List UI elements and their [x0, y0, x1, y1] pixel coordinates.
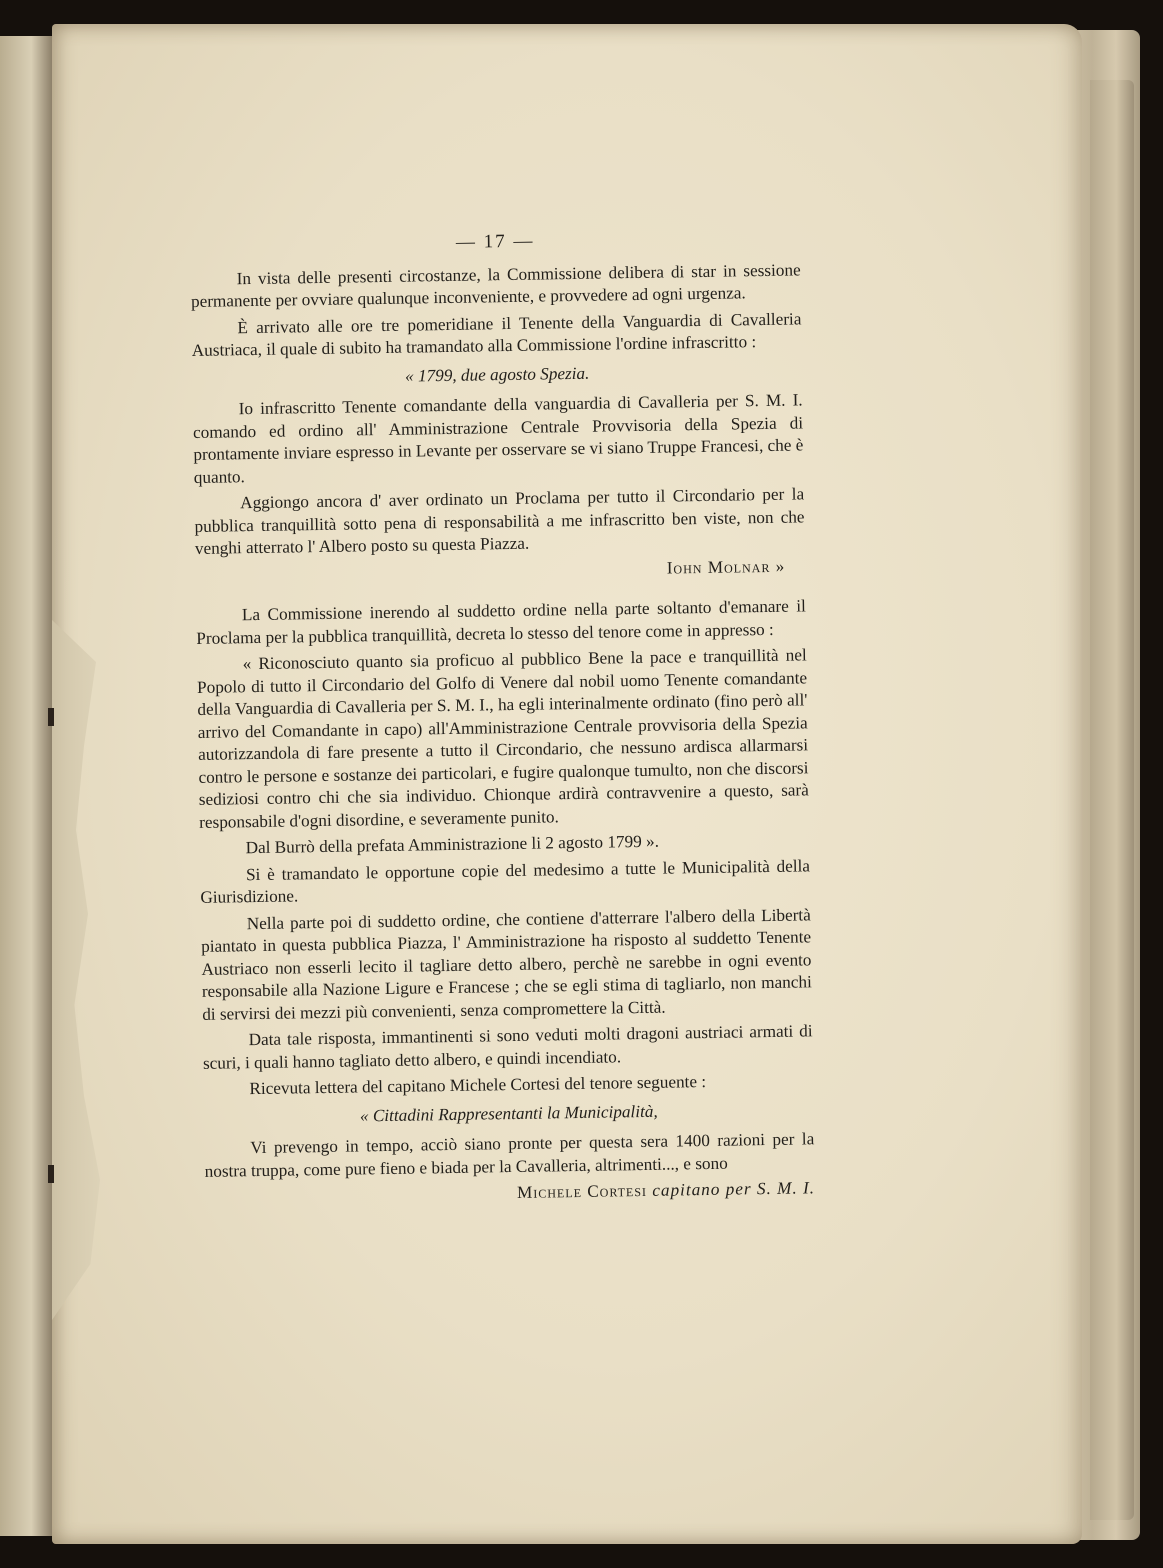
signature-title: capitano per S. M. I. [652, 1178, 816, 1200]
paragraph: Ricevuta lettera del capitano Michele Cortesi del tenore seguente : [249, 1071, 707, 1099]
salutation: « Cittadini Rappresentanti la Municipalità, [359, 1101, 658, 1125]
paragraph: È arrivato alle ore tre pomeridiane il Tenente della Vanguardia di Cavalleria Austriaca, il quale di subito ha tramandato alla Commissione l'ordine infrascritto : [191, 308, 802, 360]
page-text [190, 226, 815, 1209]
signature-name: Michele Cortesi [516, 1180, 653, 1202]
paragraph: Data tale risposta, immantinenti si sono veduti molti dragoni austriaci armati di scuri, i quali hanno tagliato detto albero, e quindi incendiato. [202, 1021, 813, 1073]
paragraph: Vi prevengo in tempo, acciò siano pronte per questa sera 1400 razioni per la nostra truppa, come pure fieno e biada per la Cavalleria, altrimenti..., e sono [204, 1129, 815, 1181]
paragraph: Dal Burrò della prefata Amministrazione li 2 agosto 1799 ». [245, 831, 660, 858]
closing-signature [517, 1177, 815, 1204]
binding-mark [48, 708, 54, 726]
left-page-edge [0, 36, 54, 1536]
paragraph: Si è tramandato le opportune copie del medesimo a tutte le Municipalità della Giurisdizione. [200, 855, 811, 907]
page-number: — 17 — [455, 230, 535, 253]
paragraph: In vista delle presenti circostanze, la Commissione delibera di star in sessione permanente per ovviare qualunque inconveniente, e provvedere ad ogni urgenza. [190, 259, 801, 311]
page-stack-edge-inner [1090, 80, 1134, 1520]
signature: Iohn Molnar » [666, 556, 786, 578]
proclamation: « Riconosciuto quanto sia proficuo al pubblico Bene la pace e tranquillità nel Popolo di tutto il Circondario del Golfo di Venere dal nobil uomo Tenente comandante della Vanguardia di Cavalleria per S. M. I., ha egli interinalmente ordinato (fino però all' arrivo del Comandante in capo) all'Amministrazione Centrale provvisoria della Spezia autorizzandola di fare presente a tutto il Circondario, che nessuno ardisca allarmarsi contro le persone e sostanze dei particolari, e fugire qualonque tumulto, non che discorsi sediziosi contro chi che sia individuo. Chionque ardirà contravvenire a questo, sarà responsabile d'ogni disordine, e severamente punito. [196, 645, 809, 832]
paragraph: Nella parte poi di suddetto ordine, che contiene d'atterrare l'albero della Libertà piantato in questa pubblica Piazza, l' Amministrazione ha risposto al suddetto Tenente Austriaco non esserli lecito il tagliare detto albero, perchè ne sarebbe in ogni evento responsabile alla Nazione Ligure e Francese ; che se egli stima di tagliarlo, non manchi di servirsi dei mezzi più convenienti, senza compromettere la Città. [201, 904, 812, 1024]
paragraph: Aggiongo ancora d' aver ordinato un Proclama per tutto il Circondario per la pubblica tranquillità sotto pena di responsabilità a me infrascritto ben viste, non che venghi atterrato l' Albero posto su questa Piazza. [194, 484, 805, 558]
binding-mark [48, 1165, 54, 1183]
dateline: « 1799, due agosto Spezia. [404, 363, 590, 386]
paragraph: La Commissione inerendo al suddetto ordine nella parte soltanto d'emanare il Proclama per la pubblica tranquillità, decreta lo stesso del tenore come in appresso : [196, 596, 807, 648]
paragraph: Io infrascritto Tenente comandante della vanguardia di Cavalleria per S. M. I. comando ed ordino all' Amministrazione Centrale Provvisoria della Spezia di prontamente inviare espresso in Levante per osservare se vi siano Truppe Francesi, che è quanto. [192, 390, 804, 487]
